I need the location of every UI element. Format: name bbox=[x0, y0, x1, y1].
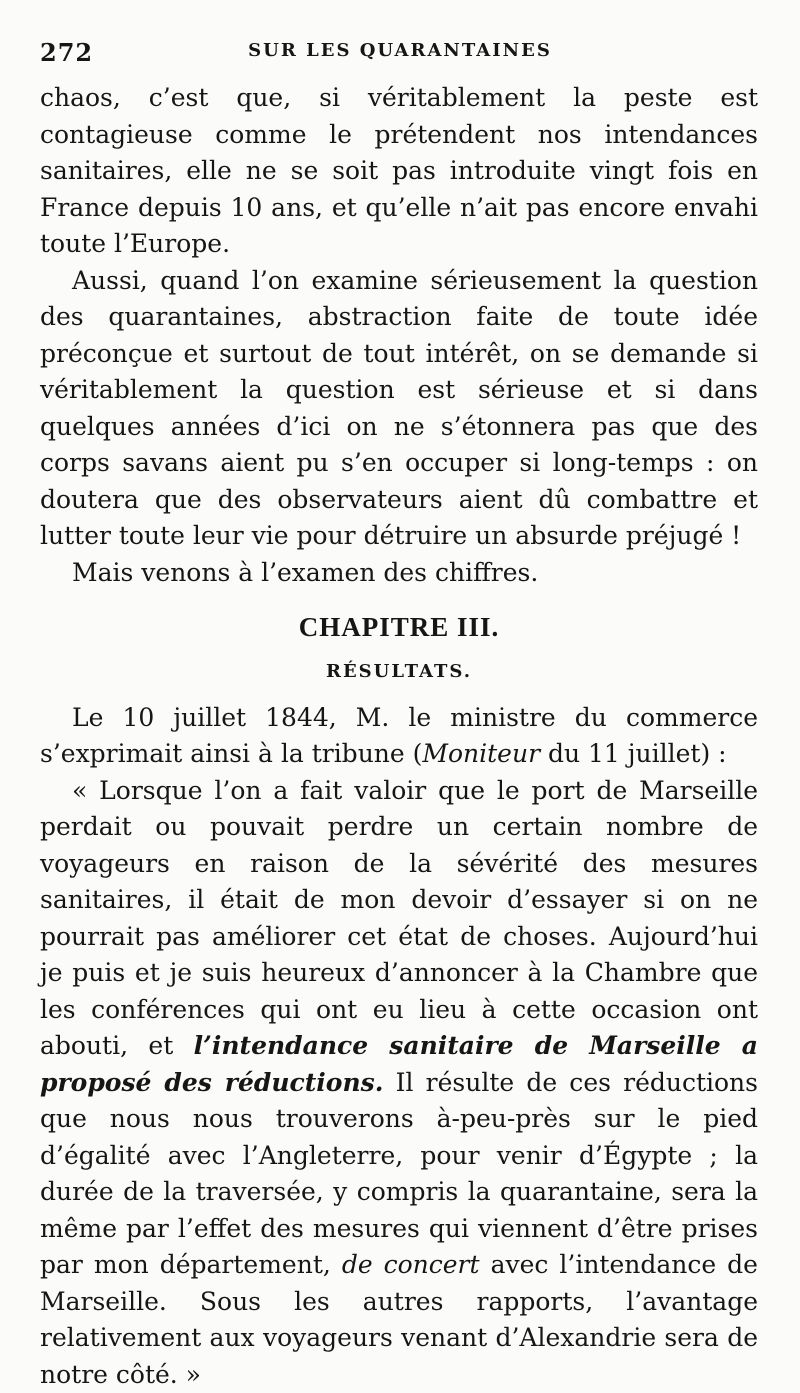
intro-text: Le 10 juillet 1844, M. le ministre du commerce s’exprimait ainsi à la tribune ( bbox=[40, 703, 758, 769]
paragraph-3: Mais venons à l’examen des chiffres. bbox=[40, 555, 758, 592]
quote-part-2: Il résulte de ces réductions que nous nous trouverons à-peu-près sur le pied d’égalité avec l’Angleterre, pour venir d’Égypte ; la durée de la traversée, y compris la quarantaine, sera la même par l’effet des mesures qui viennent d’être prises par mon département, bbox=[40, 1068, 758, 1280]
page-number: 272 bbox=[40, 38, 93, 67]
paragraph-1: chaos, c’est que, si véritablement la peste est contagieuse comme le prétendent nos intendances sanitaires, elle ne se soit pas introduite vingt fois en France depuis 10 ans, et qu’elle n’ait pas encore envahi toute l’Europe. bbox=[40, 80, 758, 263]
intro-after: du 11 juillet) : bbox=[540, 739, 727, 768]
running-title: SUR LES QUARANTAINES bbox=[40, 40, 760, 61]
quote-emphasis-2: de concert bbox=[342, 1250, 480, 1279]
minister-quote bbox=[40, 773, 758, 1393]
quote-emphasis-1: l’intendance sanitaire de Marseille a proposé des réductions. bbox=[40, 1031, 758, 1097]
quote-part-3: avec l’intendance de Marseille. Sous les autres rapports, l’avantage relativement aux voyageurs venant d’Alexandrie sera de notre côté. » bbox=[40, 1250, 758, 1389]
paragraph-2: Aussi, quand l’on examine sérieusement la question des quarantaines, abstraction faite de toute idée préconçue et surtout de tout intérêt, on se demande si véritablement la question est sérieuse et si dans quelques années d’ici on ne s’étonnera pas que des corps savans aient pu s’en occuper si long-temps : on doutera que des observateurs aient dû combattre et lutter toute leur vie pour détruire un absurde préjugé ! bbox=[40, 263, 758, 555]
page-header bbox=[40, 38, 760, 78]
section-title: RÉSULTATS. bbox=[40, 654, 758, 690]
chapter-title: CHAPITRE III. bbox=[40, 609, 758, 646]
quote-part-1: « Lorsque l’on a fait valoir que le port de Marseille perdait ou pouvait perdre un certain nombre de voyageurs en raison de la sévérité des mesures sanitaires, il était de mon devoir d’essayer si on ne pourrait pas améliorer cet état de choses. Aujourd’hui je puis et je suis heureux d’annoncer à la Chambre que les conférences qui ont eu lieu à cette occasion ont abouti, et bbox=[40, 776, 758, 1061]
moniteur-source: Moniteur bbox=[422, 739, 540, 768]
page-body bbox=[40, 80, 758, 1393]
intro-paragraph bbox=[40, 700, 758, 773]
